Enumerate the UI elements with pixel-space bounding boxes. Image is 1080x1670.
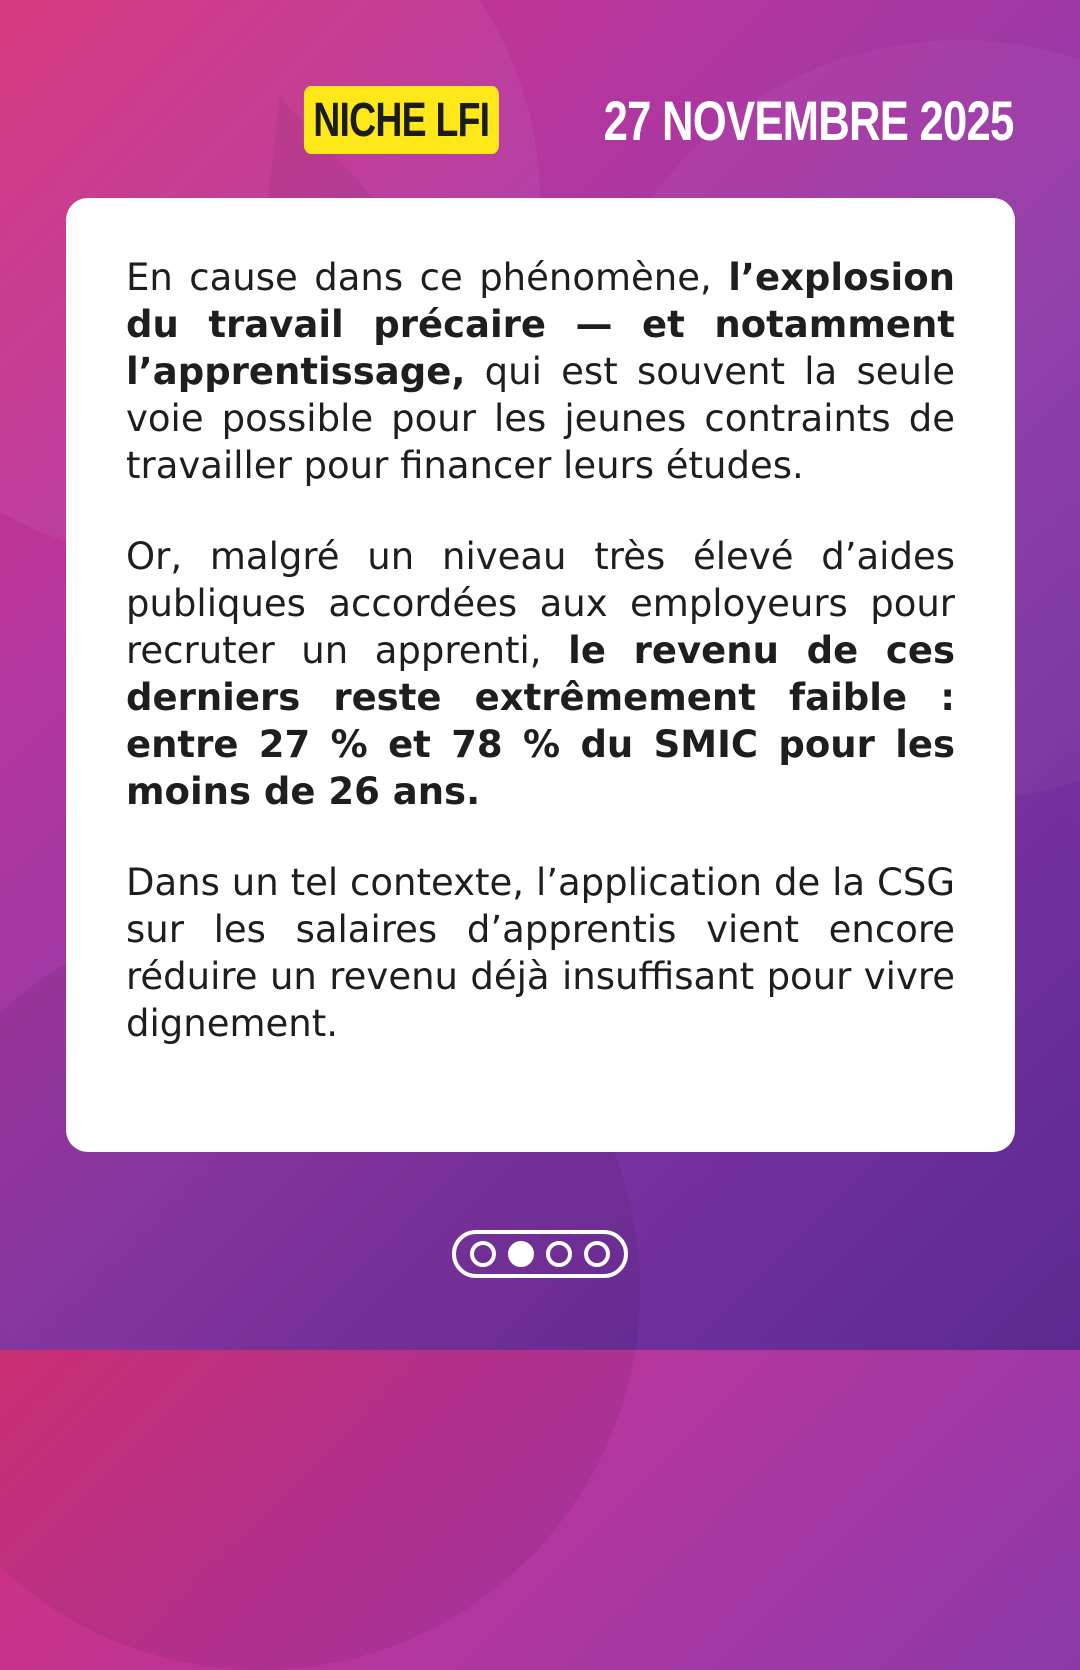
carousel-pagination[interactable] (452, 1230, 628, 1278)
page-dot-3[interactable] (546, 1241, 572, 1267)
paragraph-2-text: Or, malgré un niveau très élevé d’aides publiques accordées aux employeurs pour recruter un apprenti, (126, 535, 955, 672)
header (249, 86, 1014, 154)
paragraph-3: Dans un tel contexte, l’application de la CSG sur les salaires d’apprentis vient encore réduire un revenu déjà insuffisant pour vivre dignement. (126, 861, 955, 1045)
paragraph-1-text: En cause dans ce phénomène, (126, 256, 729, 299)
content-card (66, 198, 1015, 1152)
page-dot-1[interactable] (470, 1241, 496, 1267)
paragraph-2 (126, 533, 955, 815)
niche-tag: NICHE LFI (304, 86, 499, 154)
paragraph-1-bold: l’explosion du travail précaire — et notamment l’apprentissage, (126, 256, 955, 393)
paragraph-2-bold: le revenu de ces derniers reste extrêmement faible : entre 27 % et 78 % du SMIC pour les moins de 26 ans. (126, 629, 955, 813)
page-dot-4[interactable] (584, 1241, 610, 1267)
date-label: 27 NOVEMBRE 2025 (604, 88, 1014, 152)
paragraph-1-text-end: qui est souvent la seule voie possible pour les jeunes contraints de travailler pour financer leurs études. (126, 350, 955, 487)
paragraph-1 (126, 254, 955, 489)
page-dot-2-active[interactable] (508, 1241, 534, 1267)
